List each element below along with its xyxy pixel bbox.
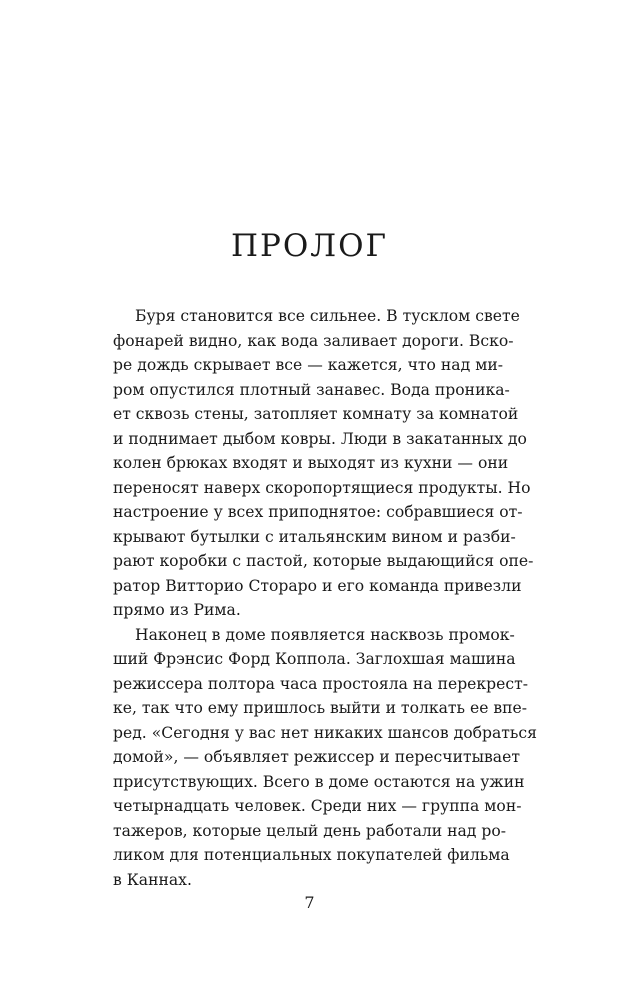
text-line: фонарей видно, как вода заливает дороги. Вско- xyxy=(113,331,514,350)
text-line: четырнадцать человек. Среди них — группа мон- xyxy=(113,797,522,815)
chapter-title: ПРОЛОГ xyxy=(230,228,389,264)
text-line: ке, так что ему пришлось выйти и толкать ее впе- xyxy=(113,699,528,717)
text-line: ет сквозь стены, затопляет комнату за комнатой xyxy=(113,405,519,423)
text-line: ратор Витторио Стораро и его команда привезли xyxy=(113,576,522,595)
body-text xyxy=(113,304,537,892)
page-number: 7 xyxy=(304,893,315,912)
text-line: режиссера полтора часа простояла на перекрест- xyxy=(113,674,528,693)
text-line: ре дождь скрывает все — кажется, что над ми- xyxy=(113,356,503,374)
text-line: присутствующих. Всего в доме остаются на ужин xyxy=(113,772,525,791)
text-line: ликом для потенциальных покупателей фильма xyxy=(113,846,510,864)
text-line: настроение у всех приподнятое: собравшиеся от- xyxy=(113,503,523,521)
text-line: прямо из Рима. xyxy=(113,601,241,619)
text-line: тажеров, которые целый день работали над ро- xyxy=(113,821,507,840)
text-line: крывают бутылки с итальянским вином и разби- xyxy=(113,527,516,546)
text-line: ром опустился плотный занавес. Вода проника- xyxy=(113,380,510,399)
text-line: домой», — объявляет режиссер и пересчитывает xyxy=(113,748,520,766)
text-line: ред. «Сегодня у вас нет никаких шансов добраться xyxy=(113,723,537,742)
paragraph-1 xyxy=(113,304,534,623)
text-line: в Каннах. xyxy=(113,870,192,889)
text-line: Наконец в доме появляется насквозь промок- xyxy=(135,625,515,644)
text-line: колен брюках входят и выходят из кухни — они xyxy=(113,454,509,472)
text-line: переносят наверх скоропортящиеся продукты. Но xyxy=(113,478,531,497)
text-line: Буря становится все сильнее. В тусклом свете xyxy=(135,307,520,325)
text-line: ший Фрэнсис Форд Коппола. Заглохшая машина xyxy=(113,650,516,668)
paragraph-2 xyxy=(113,623,537,893)
text-line: рают коробки с пастой, которые выдающийся опе- xyxy=(113,552,534,570)
text-line: и поднимает дыбом ковры. Люди в закатанных до xyxy=(113,429,527,448)
